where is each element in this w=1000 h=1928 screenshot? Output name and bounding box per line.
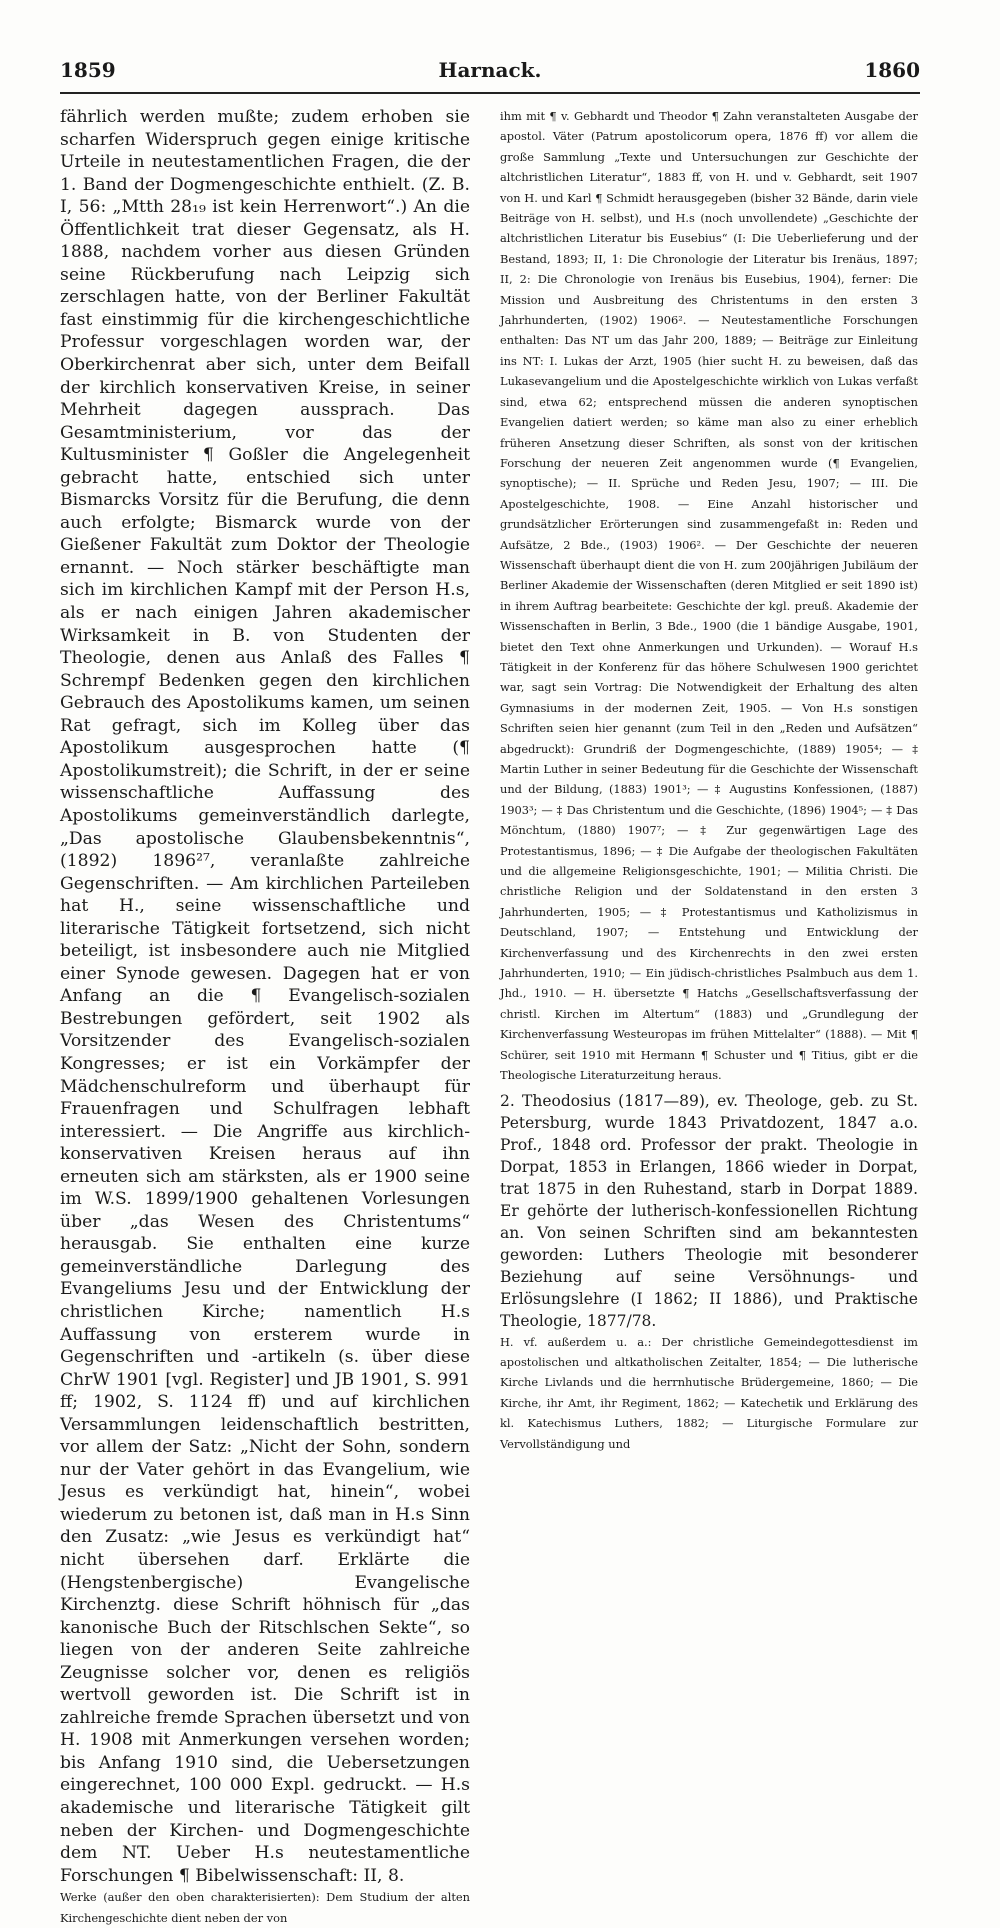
entry-theodosius: 2. Theodosius (1817—89), ev. Theologe, geb. zu St. Petersburg, wurde 1843 Privatdozent, 1847 a.o. Prof., 1848 ord. Professor der prakt. Theologie in Dorpat, 1853 in Erlangen, 1866 wieder in Dorpat, trat 1875 in den Ruhestand, starb in Dorpat 1889. Er gehörte der lutherisch-konfessionellen Richtung an. Von seinen Schriften sind am bekanntesten geworden: Luthers Theologie mit besonderer Beziehung auf seine Versöhnungs- und Erlösungslehre (I 1862; II 1886), und Praktische Theologie, 1877/78. xyxy=(500,1091,918,1330)
body-text-left: fährlich werden mußte; zudem erhoben sie scharfen Widerspruch gegen einige kritische Urteile in neutestamentlichen Fragen, die der 1. Band der Dogmengeschichte enthielt. (Z. B. I, 56: „Mtth 28₁₉ ist kein Herrenwort“.) An die Öffentlichkeit trat dieser Gegensatz, als H. 1888, nachdem vorher aus diesen Gründen seine Rückberufung nach Leipzig sich zerschlagen hatte, von der Berliner Fakultät fast einstimmig für die kirchengeschichtliche Professur vorgeschlagen worden war, der Oberkirchenrat aber sich, unter dem Beifall der kirchlich konservativen Kreise, in seiner Mehrheit dagegen aussprach. Das Gesamtministerium, vor das der Kultusminister ¶ Goßler die Angelegenheit gebracht hatte, entschied sich unter Bismarcks Vorsitz für die Berufung, die denn auch erfolgte; Bismarck wurde von der Gießener Fakultät zum Doktor der Theologie ernannt. — Noch stärker beschäftigte man sich im kirchlichen Kampf mit der Person H.s, als er nach einigen Jahren akademischer Wirksamkeit in B. von Studenten der Theologie, denen aus Anlaß des Falles ¶ Schrempf Bedenken gegen den kirchlichen Gebrauch des Apostolikums kamen, um seinen Rat gefragt, sich im Kolleg über das Apostolikum ausgesprochen hatte (¶ Apostolikumstreit); die Schrift, in der er seine wissenschaftliche Auffassung des Apostolikums gemeinverständlich darlegte, „Das apostolische Glaubensbekenntnis“, (1892) 1896²⁷, veranlaßte zahlreiche Gegenschriften. — Am kirchlichen Parteileben hat H., seine wissenschaftliche und literarische Tätigkeit fortsetzend, sich nicht beteiligt, ist insbesondere auch nie Mitglied einer Synode gewesen. Dagegen hat er von Anfang an die ¶ Evangelisch-sozialen Bestrebungen gefördert, seit 1902 als Vorsitzender des Evangelisch-sozialen Kongresses; er ist ein Vorkämpfer der Mädchenschulreform und überhaupt für Frauenfragen und Schulfragen lebhaft interessiert. — Die Angriffe aus kirchlich-konservativen Kreisen heraus auf ihn erneuten sich am stärksten, als er 1900 seine im W.S. 1899/1900 gehaltenen Vorlesungen über „das Wesen des Christentums“ herausgab. Sie enthalten eine kurze gemeinverständliche Darlegung des Evangeliums Jesu und der Entwicklung der christlichen Kirche; namentlich H.s Auffassung von ersterem wurde in Gegenschriften und -artikeln (s. über diese ChrW 1901 [vgl. Register] und JB 1901, S. 991 ff; 1902, S. 1124 ff) und auf kirchlichen Versammlungen leidenschaftlich bestritten, vor allem der Satz: „Nicht der Sohn, sondern nur der Vater gehört in das Evangelium, wie Jesus es verkündigt hat, hinein“, wobei wiederum zu betonen ist, daß man in H.s Sinn den Zusatz: „wie Jesus es verkündigt hat“ nicht übersehen darf. Erklärte die (Hengstenbergische) Evangelische Kirchenztg. diese Schrift höhnisch für „das kanonische Buch der Ritschlschen Sekte“, so liegen von der anderen Seite zahlreiche Zeugnisse solcher vor, denen es religiös wertvoll geworden ist. Die Schrift ist in zahlreiche fremde Sprachen übersetzt und von H. 1908 mit Anmerkungen versehen worden; bis Anfang 1910 sind, die Uebersetzungen eingerechnet, 100 000 Expl. gedruckt. — H.s akademische und literarische Tätigkeit gilt neben der Kirchen- und Dogmengeschichte dem NT. Ueber H.s neutestamentliche Forschungen ¶ Bibelwissenschaft: II, 8. xyxy=(60,107,470,1886)
works-note: Werke (außer den oben charakterisierten): Dem Studium der alten Kirchengeschichte dient neben der von xyxy=(60,1890,470,1925)
page-header xyxy=(60,58,920,94)
entry-theodosius-works: H. vf. außerdem u. a.: Der christliche Gemeindegottesdienst im apostolischen und altkatholischen Zeitalter, 1854; — Die lutherische Kirche Livlands und die herrnhutische Brüdergemeine, 1860; — Die Kirche, ihr Amt, ihr Regiment, 1862; — Katechetik und Erklärung des kl. Katechismus Luthers, 1882; — Liturgische Formulare zur Vervollständigung und xyxy=(500,1334,918,1451)
right-column xyxy=(500,106,918,1454)
right-page-number: 1860 xyxy=(864,58,920,82)
body-text-right: ihm mit ¶ v. Gebhardt und Theodor ¶ Zahn veranstalteten Ausgabe der apostol. Väter (Patrum apostolicorum opera, 1876 ff) vor allem die große Sammlung „Texte und Untersuchungen zur Geschichte der altchristlichen Literatur“, 1883 ff, von H. und v. Gebhardt, seit 1907 von H. und Karl ¶ Schmidt herausgegeben (bisher 32 Bände, darin viele Beiträge von H. selbst), und H.s (noch unvollendete) „Geschichte der altchristlichen Literatur bis Eusebius“ (I: Die Ueberlieferung und der Bestand, 1893; II, 1: Die Chronologie der Literatur bis Irenäus, 1897; II, 2: Die Chronologie von Irenäus bis Eusebius, 1904), ferner: Die Mission und Ausbreitung des Christentums in den ersten 3 Jahrhunderten, (1902) 1906². — Neutestamentliche Forschungen enthalten: Das NT um das Jahr 200, 1889; — Beiträge zur Einleitung ins NT: I. Lukas der Arzt, 1905 (hier sucht H. zu beweisen, daß das Lukasevangelium und die Apostelgeschichte wirklich von Lukas verfaßt sind, etwa 62; entsprechend müssen die anderen synoptischen Evangelien datiert werden; so käme man also zu einer erheblich früheren Ansetzung dieser Schriften, als sonst von der kritischen Forschung der neueren Zeit angenommen wurde (¶ Evangelien, synoptische); — II. Sprüche und Reden Jesu, 1907; — III. Die Apostelgeschichte, 1908. — Eine Anzahl historischer und grundsätzlicher Erörterungen sind zusammengefaßt in: Reden und Aufsätze, 2 Bde., (1903) 1906². — Der Geschichte der neueren Wissenschaft überhaupt dient die von H. zum 200jährigen Jubiläum der Berliner Akademie der Wissenschaften (deren Mitglied er seit 1890 ist) in ihrem Auftrag bearbeitete: Geschichte der kgl. preuß. Akademie der Wissenschaften in Berlin, 3 Bde., 1900 (die 1 bändige Ausgabe, 1901, bietet den Text ohne Anmerkungen und Urkunden). — Worauf H.s Tätigkeit in der Konferenz für das höhere Schulwesen 1900 gerichtet war, sagt sein Vortrag: Die Notwendigkeit der Erhaltung des alten Gymnasiums in der modernen Zeit, 1905. — Von H.s sonstigen Schriften seien hier genannt (zum Teil in den „Reden und Aufsätzen“ abgedruckt): Grundriß der Dogmengeschichte, (1889) 1905⁴; — ‡ Martin Luther in seiner Bedeutung für die Geschichte der Wissenschaft und der Bildung, (1883) 1901³; — ‡ Augustins Konfessionen, (1887) 1903³; — ‡ Das Christentum und die Geschichte, (1896) 1904⁵; — ‡ Das Mönchtum, (1880) 1907⁷; — ‡ Zur gegenwärtigen Lage des Protestantismus, 1896; — ‡ Die Aufgabe der theologischen Fakultäten und die allgemeine Religionsgeschichte, 1901; — Militia Christi. Die christliche Religion und der Soldatenstand in den ersten 3 Jahrhunderten, 1905; — ‡ Protestantismus und Katholizismus in Deutschland, 1907; — Entstehung und Entwicklung der Kirchenverfassung und des Kirchenrechts in den zwei ersten Jahrhunderten, 1910; — Ein jüdisch-christliches Psalmbuch aus dem 1. Jhd., 1910. — H. übersetzte ¶ Hatchs „Gesellschaftsverfassung der christl. Kirchen im Altertum“ (1883) und „Grundlegung der Kirchenverfassung Westeuropas im frühen Mittelalter“ (1888). — Mit ¶ Schürer, seit 1910 mit Hermann ¶ Schuster und ¶ Titius, gibt er die Theologische Literaturzeitung heraus. xyxy=(500,109,918,1083)
left-page-number: 1859 xyxy=(60,58,116,82)
left-column xyxy=(60,106,470,1928)
running-title: Harnack. xyxy=(438,58,542,82)
